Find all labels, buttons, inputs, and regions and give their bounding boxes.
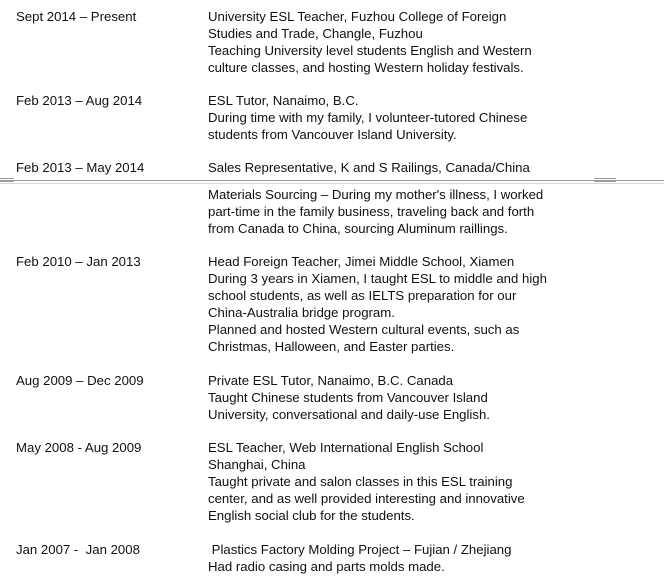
entry-line: ESL Tutor, Nanaimo, B.C. xyxy=(208,93,359,108)
entry-date: Sept 2014 – Present xyxy=(16,9,137,24)
entry-date: May 2008 - Aug 2009 xyxy=(16,440,142,455)
entry-date: Jan 2007 - Jan 2008 xyxy=(16,542,140,557)
entry-description xyxy=(208,186,648,237)
entry-line: Sales Representative, K and S Railings, Canada/China xyxy=(208,160,530,175)
entry-line: Planned and hosted Western cultural events, such as xyxy=(208,322,520,337)
entry-line: Plastics Factory Molding Project – Fujian / Zhejiang xyxy=(208,542,512,557)
entry-description xyxy=(208,439,648,524)
entry-line: Taught private and salon classes in this ESL training xyxy=(208,474,513,489)
entry-line: center, and as well provided interesting and innovative xyxy=(208,491,525,506)
entry-line: Private ESL Tutor, Nanaimo, B.C. Canada xyxy=(208,373,454,388)
entry-line: part-time in the family business, traveling back and forth xyxy=(208,204,535,219)
entry-line: students from Vancouver Island University. xyxy=(208,127,457,142)
entry-description xyxy=(208,8,648,76)
entry-description xyxy=(208,253,648,355)
entry-description xyxy=(208,92,648,143)
entry-line: China-Australia bridge program. xyxy=(208,305,395,320)
entry-line: ESL Teacher, Web International English School xyxy=(208,440,484,455)
entry-line: University ESL Teacher, Fuzhou College of Foreign xyxy=(208,9,507,24)
entry-line: Head Foreign Teacher, Jimei Middle School, Xiamen xyxy=(208,254,515,269)
entry-description xyxy=(208,541,648,575)
entry-line: English social club for the students. xyxy=(208,508,415,523)
entry-line: Had radio casing and parts molds made. xyxy=(208,559,445,574)
entry-line: culture classes, and hosting Western holiday festivals. xyxy=(208,60,524,75)
entry-line: Materials Sourcing – During my mother's illness, I worked xyxy=(208,187,544,202)
entry-line: from Canada to China, sourcing Aluminum raillings. xyxy=(208,221,508,236)
entry-line: During time with my family, I volunteer-tutored Chinese xyxy=(208,110,528,125)
entry-line: school students, as well as IELTS preparation for our xyxy=(208,288,517,303)
entry-line: During 3 years in Xiamen, I taught ESL to middle and high xyxy=(208,271,547,286)
page-break-handle-left[interactable] xyxy=(0,176,14,185)
entry-description xyxy=(208,372,648,423)
entry-line: Taught Chinese students from Vancouver Island xyxy=(208,390,488,405)
entry-line: Shanghai, China xyxy=(208,457,306,472)
page-break-handle-right[interactable] xyxy=(594,176,616,185)
entry-description xyxy=(208,159,648,176)
entry-date: Aug 2009 – Dec 2009 xyxy=(16,373,144,388)
entry-date: Feb 2013 – Aug 2014 xyxy=(16,93,143,108)
entry-line: Christmas, Halloween, and Easter parties. xyxy=(208,339,455,354)
page-break-line xyxy=(0,180,664,184)
entry-line: Studies and Trade, Changle, Fuzhou xyxy=(208,26,423,41)
entry-date: Feb 2013 – May 2014 xyxy=(16,160,145,175)
entry-line: University, conversational and daily-use English. xyxy=(208,407,490,422)
entry-line: Teaching University level students English and Western xyxy=(208,43,532,58)
entry-date: Feb 2010 – Jan 2013 xyxy=(16,254,141,269)
